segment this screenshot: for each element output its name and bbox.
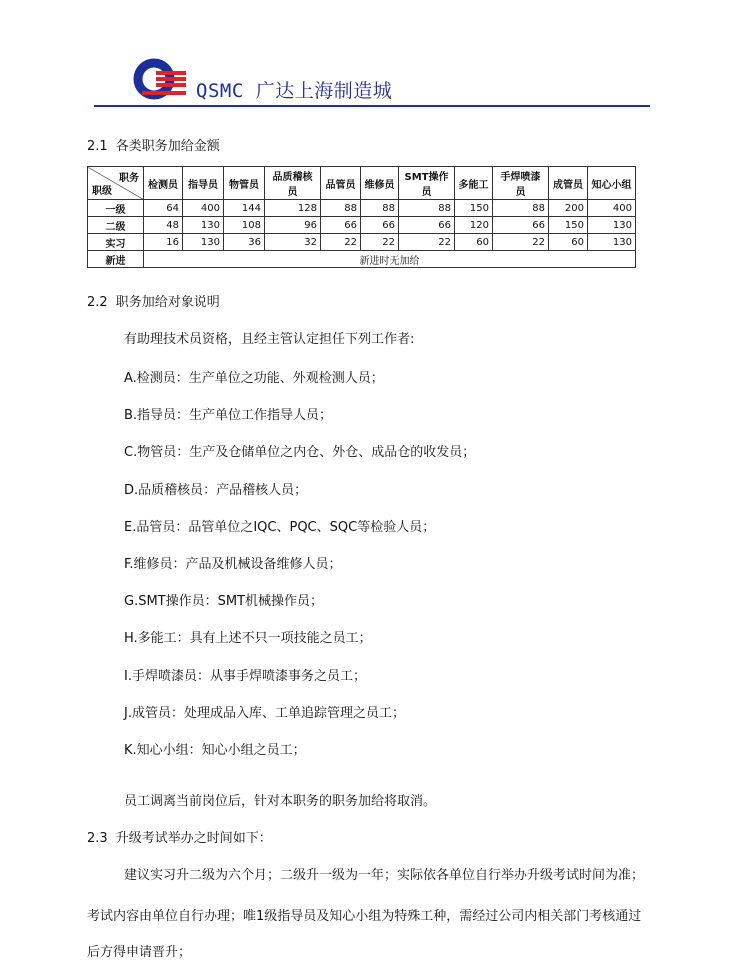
value-cell: 96: [265, 217, 321, 234]
value-cell: 200: [549, 200, 588, 217]
value-cell: 22: [321, 234, 361, 251]
list-item: A.检测员：生产单位之功能、外观检测人员；: [124, 371, 384, 386]
value-cell: 128: [265, 200, 321, 217]
value-cell: 108: [224, 217, 265, 234]
column-header: 成管员: [549, 167, 588, 200]
table-row: [88, 234, 636, 251]
column-header: 多能工: [455, 167, 493, 200]
value-cell: 130: [588, 234, 636, 251]
value-cell: 130: [183, 217, 224, 234]
list-item: G.SMT操作员：SMT机械操作员；: [124, 594, 324, 610]
value-cell: 48: [144, 217, 183, 234]
value-cell: 36: [224, 234, 265, 251]
table-header-row: [88, 167, 636, 200]
column-header: SMT操作员: [399, 167, 455, 200]
column-header: 品管员: [321, 167, 361, 200]
value-cell: 88: [399, 200, 455, 217]
level-cell: 二级: [88, 217, 144, 234]
value-cell: 60: [549, 234, 588, 251]
table-row: [88, 200, 636, 217]
table-row: [88, 217, 636, 234]
value-cell: 150: [455, 200, 493, 217]
section-heading-2-2: 2.2 职务加给对象说明: [87, 295, 220, 310]
allowance-table: [87, 166, 636, 268]
list-item: K.知心小组：知心小组之员工；: [124, 743, 306, 758]
level-cell: 实习: [88, 234, 144, 251]
list-item: H.多能工：具有上述不只一项技能之员工；: [124, 631, 372, 647]
column-header: 品质稽核员: [265, 167, 321, 200]
value-cell: 88: [493, 200, 549, 217]
value-cell: 22: [361, 234, 399, 251]
value-cell: 32: [265, 234, 321, 251]
value-cell: 120: [455, 217, 493, 234]
qsmc-logo-icon: [132, 57, 188, 101]
value-cell: 150: [549, 217, 588, 234]
para3-line-3: 后方得申请晋升；: [87, 945, 192, 960]
page-header: [0, 0, 732, 110]
column-header: 知心小组: [588, 167, 636, 200]
table-corner-cell: 职务 职级: [88, 167, 144, 200]
column-header: 物管员: [224, 167, 265, 200]
list-item: J.成管员：处理成品入库、工单追踪管理之员工；: [124, 705, 405, 721]
list-item: F.维修员：产品及机械设备维修人员；: [124, 557, 342, 572]
brand-name: QSMC 广达上海制造城: [196, 80, 393, 102]
value-cell: 144: [224, 200, 265, 217]
value-cell: 400: [588, 200, 636, 217]
column-header: 手焊喷漆员: [493, 167, 549, 200]
level-cell: 新进: [88, 251, 144, 268]
column-header: 检测员: [144, 167, 183, 200]
column-header: 维修员: [361, 167, 399, 200]
value-cell: 88: [321, 200, 361, 217]
value-cell: 66: [361, 217, 399, 234]
value-cell: 22: [493, 234, 549, 251]
para3-line-2: 考试内容由单位自行办理；唯1级指导员及知心小组为特殊工种，需经过公司内相关部门考核通过: [87, 909, 642, 924]
header-divider: [94, 105, 650, 107]
value-cell: 60: [455, 234, 493, 251]
value-cell: 130: [588, 217, 636, 234]
value-cell: 400: [183, 200, 224, 217]
cancel-note: 员工调离当前岗位后，针对本职务的职务加给将取消。: [124, 794, 437, 809]
new-hire-note-cell: 新进时无加给: [144, 251, 636, 268]
table-row-new: [88, 251, 636, 268]
value-cell: 22: [399, 234, 455, 251]
value-cell: 16: [144, 234, 183, 251]
list-item: B.指导员：生产单位工作指导人员；: [124, 408, 333, 424]
value-cell: 88: [361, 200, 399, 217]
list-item: D.品质稽核员：产品稽核人员；: [124, 482, 308, 498]
value-cell: 66: [321, 217, 361, 234]
section-heading-2-1: 2.1 各类职务加给金额: [87, 139, 220, 154]
value-cell: 66: [493, 217, 549, 234]
value-cell: 64: [144, 200, 183, 217]
para3-line-1: 建议实习升二级为六个月；二级升一级为一年；实际依各单位自行举办升级考试时间为准；: [124, 868, 645, 883]
section-heading-2-3: 2.3 升级考试举办之时间如下：: [87, 831, 272, 846]
column-header: 指导员: [183, 167, 224, 200]
intro-text: 有助理技术员资格，且经主管认定担任下列工作者:: [124, 332, 415, 347]
list-item: E.品管员：品管单位之IQC、PQC、SQC等检验人员；: [124, 519, 436, 535]
level-cell: 一级: [88, 200, 144, 217]
list-item: I.手焊喷漆员：从事手焊喷漆事务之员工；: [124, 668, 366, 684]
value-cell: 66: [399, 217, 455, 234]
list-item: C.物管员：生产及仓储单位之内仓、外仓、成品仓的收发员；: [124, 445, 476, 461]
value-cell: 130: [183, 234, 224, 251]
